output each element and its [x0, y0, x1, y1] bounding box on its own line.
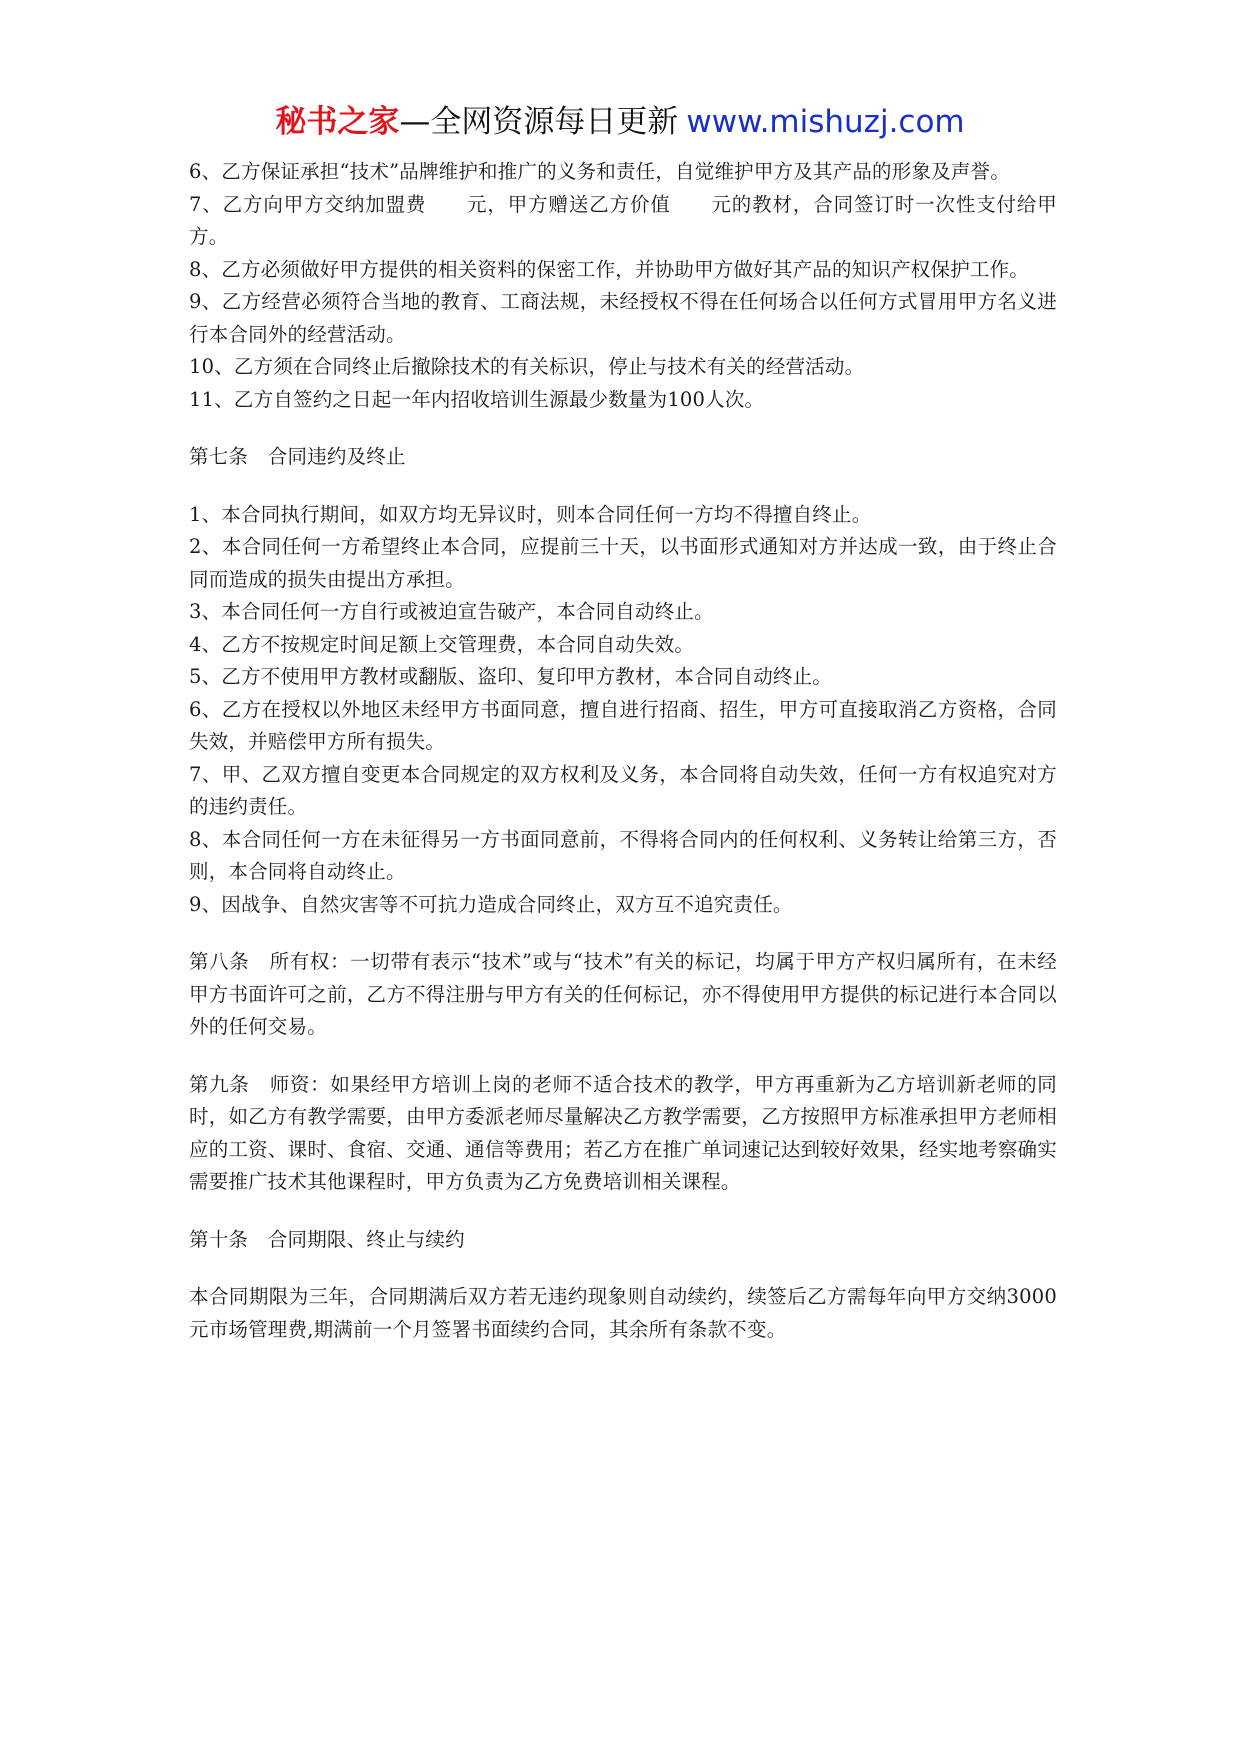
spacer — [189, 474, 1057, 499]
spacer — [189, 921, 1057, 946]
list-item: 7、乙方向甲方交纳加盟费 元，甲方赠送乙方价值 元的教材，合同签订时一次性支付给甲方。 — [189, 192, 1057, 248]
spacer — [189, 416, 1057, 441]
article9-paragraph: 第九条 师资：如果经甲方培训上岗的老师不适合技术的教学，甲方再重新为乙方培训新老师的同时，如乙方有教学需要，由甲方委派老师尽量解决乙方教学需要，乙方按照甲方标准承担甲方老师相应的工资、课时、食宿、交通、通信等费用；若乙方在推广单词速记达到较好效果，经实地考察确实需要推广技术其他课程时，甲方负责为乙方免费培训相关课程。 — [189, 1072, 1057, 1193]
spacer — [189, 1044, 1057, 1069]
list-item: 10、乙方须在合同终止后撤除技术的有关标识，停止与技术有关的经营活动。 — [189, 355, 865, 378]
article10-heading: 第十条 合同期限、终止与续约 — [189, 1227, 465, 1251]
list-item: 8、乙方必须做好甲方提供的相关资料的保密工作，并协助甲方做好其产品的知识产权保护工作。 — [189, 257, 1030, 281]
site-url: www.mishuzj.com — [686, 104, 965, 140]
article7-list — [189, 499, 1057, 922]
list-item: 6、乙方在授权以外地区未经甲方书面同意，擅自进行招商、招生，甲方可直接取消乙方资格，合同失效，并赔偿甲方所有损失。 — [189, 697, 1057, 753]
spacer — [189, 1199, 1057, 1224]
list-item: 9、乙方经营必须符合当地的教育、工商法规，未经授权不得在任何场合以任何方式冒用甲方名义进行本合同外的经营活动。 — [189, 290, 1057, 346]
list-item: 11、乙方自签约之日起一年内招收培训生源最少数量为100人次。 — [189, 387, 765, 411]
spacer — [189, 1256, 1057, 1281]
list-item: 4、乙方不按规定时间足额上交管理费，本合同自动失效。 — [189, 632, 695, 656]
section-a — [189, 156, 1057, 416]
article10-paragraph: 本合同期限为三年，合同期满后双方若无违约现象则自动续约，续签后乙方需每年向甲方交纳3000元市场管理费,期满前一个月签署书面续约合同，其余所有条款不变。 — [189, 1285, 1057, 1341]
list-item: 6、乙方保证承担“技术”品牌维护和推广的义务和责任，自觉维护甲方及其产品的形象及声誉。 — [189, 160, 1010, 183]
list-item: 5、乙方不使用甲方教材或翻版、盗印、复印甲方教材，本合同自动终止。 — [189, 665, 833, 688]
list-item: 3、本合同任何一方自行或被迫宣告破产，本合同自动终止。 — [189, 600, 714, 623]
list-item: 7、甲、乙双方擅自变更本合同规定的双方权利及义务，本合同将自动失效，任何一方有权追究对方的违约责任。 — [189, 762, 1057, 818]
list-item: 2、本合同任何一方希望终止本合同，应提前三十天，以书面形式通知对方并达成一致，由于终止合同而造成的损失由提出方承担。 — [189, 535, 1057, 591]
site-tagline: —全网资源每日更新 — [399, 104, 679, 140]
list-item: 8、本合同任何一方在未征得另一方书面同意前，不得将合同内的任何权利、义务转让给第三方，否则，本合同将自动终止。 — [189, 827, 1057, 883]
article8-paragraph: 第八条 所有权：一切带有表示“技术”或与“技术”有关的标记，均属于甲方产权归属所有，在未经甲方书面许可之前，乙方不得注册与甲方有关的任何标记，亦不得使用甲方提供的标记进行本合同以外的任何交易。 — [189, 950, 1057, 1038]
list-item: 9、因战争、自然灾害等不可抗力造成合同终止，双方互不追究责任。 — [189, 892, 793, 916]
site-brand: 秘书之家 — [275, 104, 400, 140]
site-header — [0, 100, 1240, 144]
list-item: 1、本合同执行期间，如双方均无异议时，则本合同任何一方均不得擅自终止。 — [189, 502, 872, 526]
article7-heading: 第七条 合同违约及终止 — [189, 445, 406, 468]
document-body — [189, 156, 1057, 1346]
